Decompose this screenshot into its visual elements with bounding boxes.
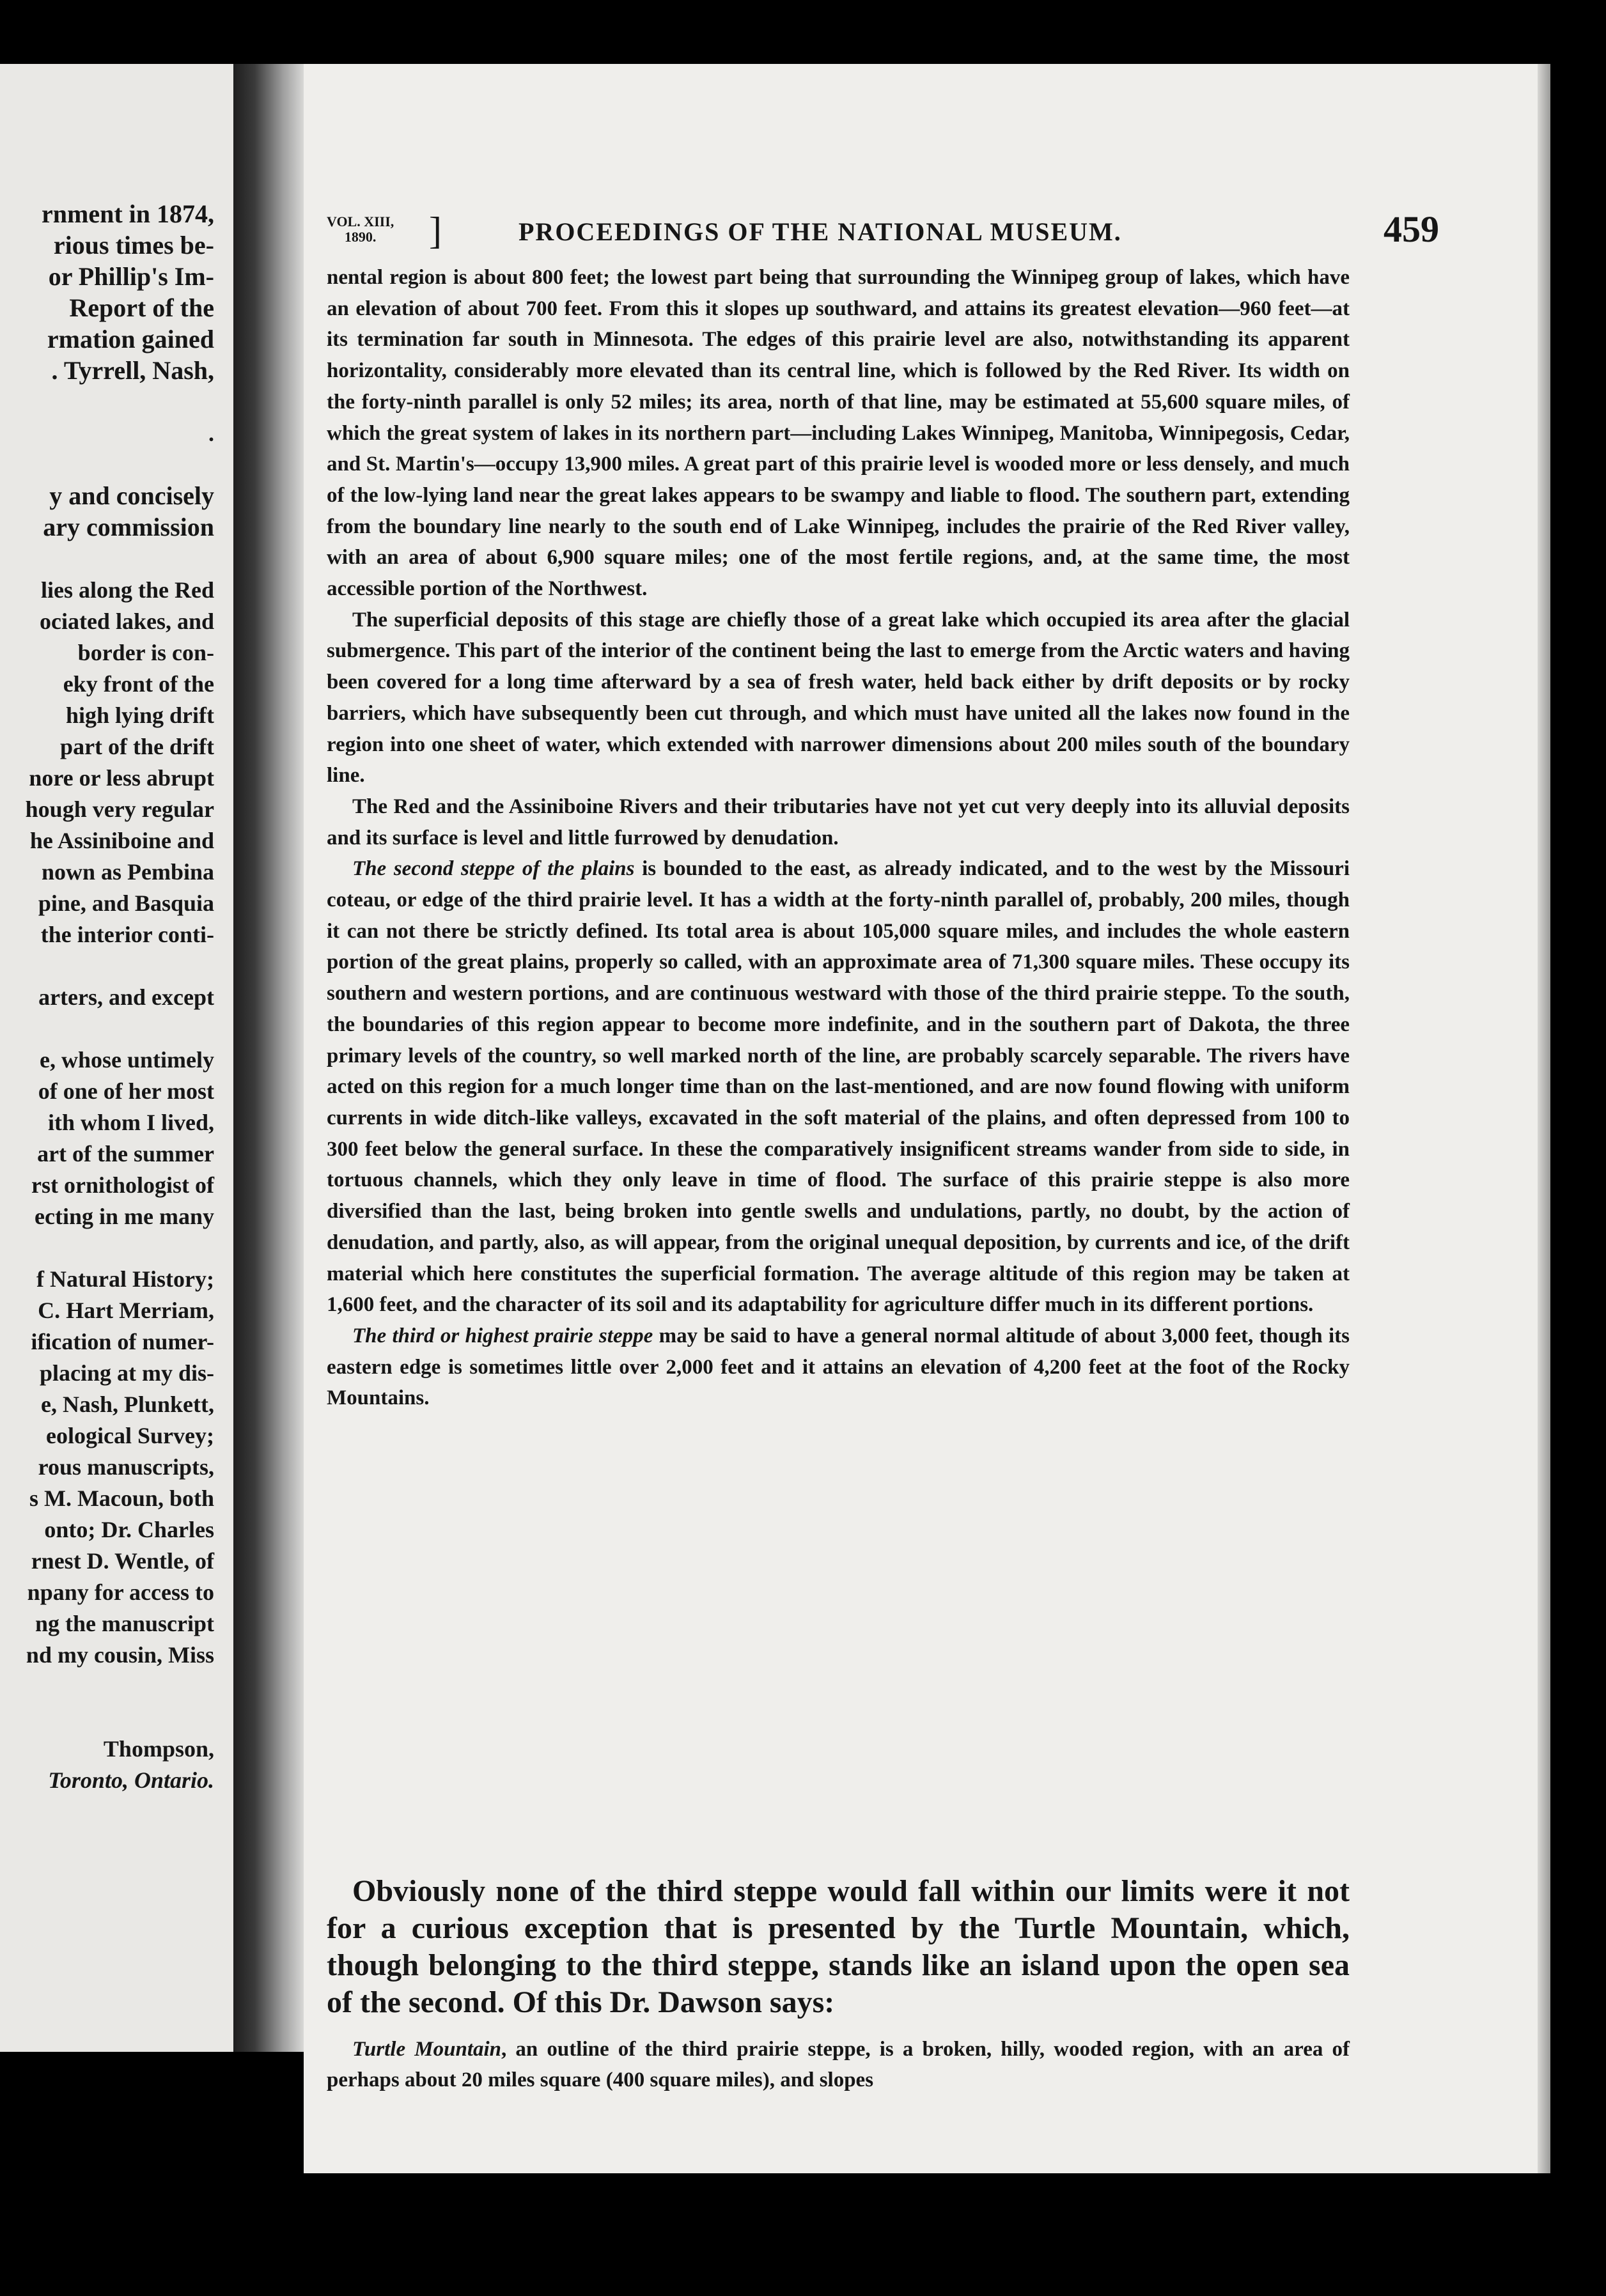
left-page-line: ng the manuscript xyxy=(35,1611,214,1636)
left-page-line: he Assiniboine and xyxy=(29,828,214,853)
left-page-line: the interior conti- xyxy=(40,922,214,947)
paragraph-5-text: may be said to have a general normal altitude of about 3,000 feet, though its eastern edge is sometimes little over 2,000 feet and it attains an elevation of 4,200 feet at the foot of the Rocky Mountains. xyxy=(327,1324,1350,1410)
left-page-line: of one of her most xyxy=(38,1078,214,1104)
left-page-line: ith whom I lived, xyxy=(47,1110,214,1135)
paragraph-2: The superficial deposits of this stage are chiefly those of a great lake which occupied its area after the glacial submergence. This part of the interior of the continent being the last to emerge from the Arctic waters and having been covered for a long time afterward by a sea of fresh water, held back either by drift deposits or by rocky barriers, which have subsequently been cut through, and which must have united all the lakes now found in the region into one sheet of water, which extended with narrower dimensions about 200 miles south of the boundary line. xyxy=(327,608,1350,787)
left-page-line: nown as Pembina xyxy=(41,859,214,885)
paragraph-5 xyxy=(327,1321,1350,1414)
left-page-line: eological Survey; xyxy=(46,1423,214,1448)
left-page-line: ecting in me many xyxy=(35,1204,214,1229)
left-page-line: border is con- xyxy=(77,640,214,665)
volume-bracket: ] xyxy=(429,210,442,252)
page-number: 459 xyxy=(1384,208,1439,250)
left-page-line: y and concisely xyxy=(49,481,214,510)
paragraph-4 xyxy=(327,853,1350,1321)
volume-label xyxy=(327,210,442,252)
left-page-line: ociated lakes, and xyxy=(39,609,214,634)
left-page-line: f Natural History; xyxy=(36,1266,214,1292)
left-page-line: nore or less abrupt xyxy=(29,765,214,791)
page-title: PROCEEDINGS OF THE NATIONAL MUSEUM. xyxy=(518,217,1122,246)
paragraph-3: The Red and the Assiniboine Rivers and their tributaries have not yet cut very deeply into its alluvial deposits and its surface is level and little furrowed by denudation. xyxy=(327,795,1350,849)
quoted-paragraph xyxy=(327,2034,1350,2095)
left-page-line: hough very regular xyxy=(25,796,214,822)
left-page-line: art of the summer xyxy=(37,1141,214,1167)
left-page-line: e, Nash, Plunkett, xyxy=(40,1392,214,1417)
body-text xyxy=(327,262,1350,1414)
paragraph-4-text: is bounded to the east, as already indicated, and to the west by the Missouri coteau, or edge of the third prairie level. It has a width at the forty-ninth parallel of, probably, 200 miles, though it can not there be strictly defined. Its total area is about 105,000 square miles, and includes the whole eastern portion of the great plains, properly so called, with an approximate area of 71,300 square miles. These occupy its southern and western portions, and are continuous westward with those of the third prairie steppe. To the south, the boundaries of this region appear to become more indefinite, and in the southern part of Dakota, the three primary levels of the country, so well marked north of the line, are probably scarcely separable. The rivers have acted on this region for a much longer time than on the last-mentioned, and are now found flowing with uniform currents in wide ditch-like valleys, excavated in the soft material of the plains, and often depressed from 100 to 300 feet below the general surface. In these the comparatively insignificent streams wander from side to side, in tortuous channels, which they only leave in time of flood. The surface of this prairie steppe is also more diversified than the last, being broken into gentle swells and undulations, partly, no doubt, by the action of denudation, and partly, also, as will appear, from the original unequal deposition, by currents and ice, of the drift material which here constitutes the superficial formation. The average altitude of this region may be taken at 1,600 feet, and the character of its soil and its adaptability for agriculture differ much in its different portions. xyxy=(327,857,1350,1317)
page-edge xyxy=(1538,64,1550,2173)
left-page-line: npany for access to xyxy=(27,1579,214,1605)
left-page-line: pine, and Basquia xyxy=(38,890,214,916)
book-gutter-shadow xyxy=(233,64,304,2052)
paragraph-4-lead: The second steppe of the plains xyxy=(352,857,635,881)
left-page-line: s M. Macoun, both xyxy=(29,1485,214,1511)
left-page-line: rmation gained xyxy=(47,325,214,353)
paragraph-1: nental region is about 800 feet; the lowest part being that surrounding the Winnipeg group of lakes, which have an elevation of about 700 feet. From this it slopes up southward, and attains its greatest elevation—960 feet—at its termination far south in Minnesota. The edges of this prairie level are also, notwithstanding its apparent horizontality, considerably more elevated than its central line, which is followed by the Red River. Its width on the forty-ninth parallel is only 52 miles; its area, north of that line, may be estimated at 55,600 square miles, of which the great system of lakes in its northern part—including Lakes Winnipeg, Manitoba, Winnipegosis, Cedar, and St. Martin's—occupy 13,900 miles. A great part of this prairie level is wooded more or less densely, and much of the low-lying land near the great lakes appears to be swampy and liable to flood. The southern part, extending from the boundary line nearly to the south end of Lake Winnipeg, includes the prairie of the Red River valley, with an area of about 6,900 square miles; one of the most fertile regions, and, at the same time, the most accessible portion of the Northwest. xyxy=(327,266,1350,601)
left-page-line: rnment in 1874, xyxy=(42,199,214,228)
left-page-line: part of the drift xyxy=(60,734,214,759)
left-page-line: rst ornithologist of xyxy=(31,1172,214,1198)
left-page-line: Thompson, xyxy=(103,1736,214,1762)
left-page-line: lies along the Red xyxy=(40,577,214,603)
volume-year: 1890. xyxy=(344,229,377,245)
left-page-line: rous manuscripts, xyxy=(38,1454,214,1480)
left-page-line: arters, and except xyxy=(38,984,214,1010)
left-page-line: C. Hart Merriam, xyxy=(38,1298,214,1323)
left-page-fragment xyxy=(0,64,233,2052)
right-page xyxy=(304,64,1538,2173)
volume-number: VOL. XIII, xyxy=(327,213,394,229)
left-page-line: rnest D. Wentle, of xyxy=(31,1548,214,1574)
left-page-line: Toronto, Ontario. xyxy=(48,1767,214,1793)
left-page-line: high lying drift xyxy=(65,702,214,728)
left-page-line: nd my cousin, Miss xyxy=(26,1642,214,1668)
left-page-line: e, whose untimely xyxy=(40,1047,214,1073)
quoted-paragraph-lead: Turtle Mountain xyxy=(352,2038,502,2061)
left-page-line: eky front of the xyxy=(63,671,214,697)
left-page-line: or Phillip's Im- xyxy=(48,262,214,291)
running-head xyxy=(327,208,1439,265)
large-paragraph-text: Obviously none of the third steppe would fall within our limits were it not for a curious exception that is presented by the Turtle Mountain, which, though belonging to the third steppe, stands like an island upon the open sea of the second. Of this Dr. Dawson says: xyxy=(327,1874,1350,2019)
large-type-paragraph xyxy=(327,1873,1350,2021)
left-page-line: . Tyrrell, Nash, xyxy=(51,356,214,385)
quoted-paragraph-text xyxy=(327,2034,1350,2095)
left-page-line: rious times be- xyxy=(53,231,214,260)
paragraph-5-lead: The third or highest prairie steppe xyxy=(352,1324,653,1347)
left-page-line: ary commission xyxy=(43,513,214,541)
left-page-line: onto; Dr. Charles xyxy=(44,1517,214,1542)
left-page-line: . xyxy=(208,421,214,446)
quoted-paragraph-body: , an outline of the third prairie steppe, is a broken, hilly, wooded region, with an area of perhaps about 20 miles square (400 square miles), and slopes xyxy=(327,2038,1350,2091)
left-page-line: Report of the xyxy=(69,293,214,322)
left-page-line: placing at my dis- xyxy=(39,1360,214,1386)
left-page-line: ification of numer- xyxy=(31,1329,214,1354)
